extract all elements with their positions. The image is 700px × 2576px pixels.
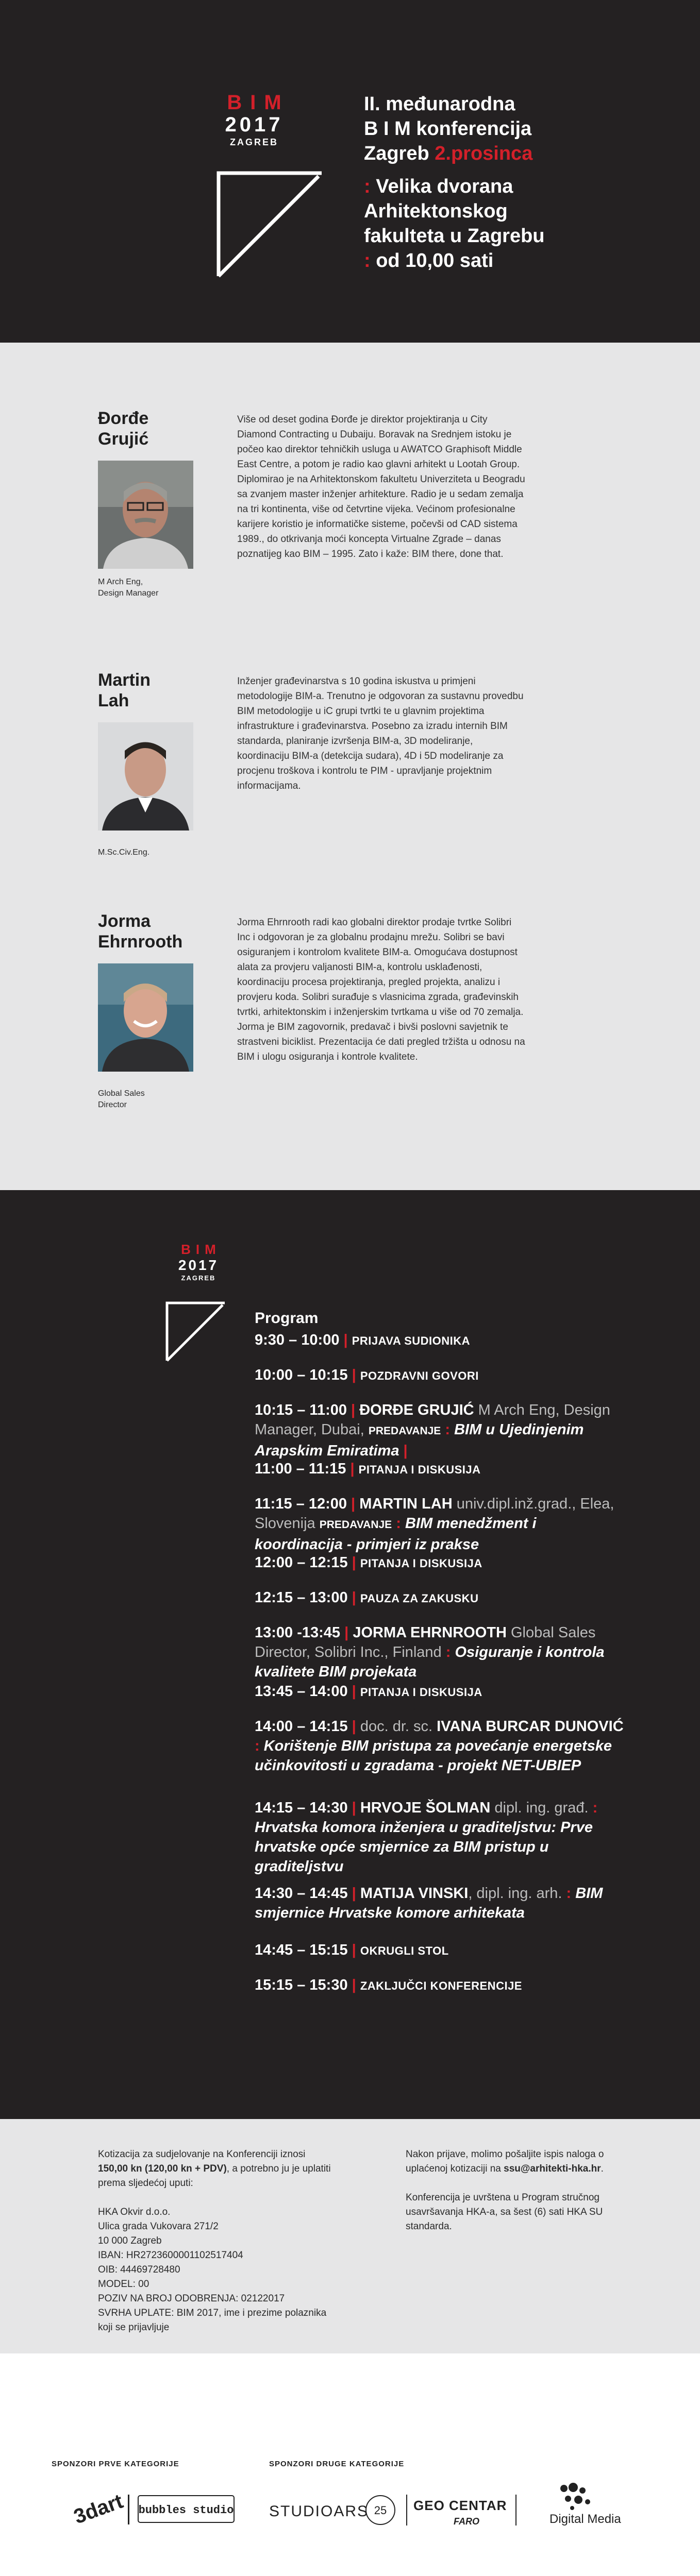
program-item [255, 1623, 626, 1682]
program-speaker: JORMA EHRNROOTH [353, 1624, 507, 1641]
program-label: PRIJAVA SUDIONIKA [352, 1334, 471, 1347]
program-topic: Korištenje BIM pristupa za povećanje energetske učinkovitosti u zgradama - projekt NET-UBIEP [255, 1738, 612, 1774]
speaker-card [98, 911, 613, 1127]
program-speaker: MARTIN LAH [359, 1496, 453, 1512]
speaker-card [98, 670, 613, 866]
program-affiliation: doc. dr. sc. [360, 1718, 433, 1735]
payment-info [98, 2147, 335, 2335]
program-label: PITANJA I DISKUSIJA [360, 1686, 482, 1699]
fee-text [98, 2147, 335, 2191]
sponsor-divider [406, 2495, 407, 2526]
program-topic: Hrvatska komora inženjera u graditeljstvu: Prve hrvatske opće smjernice za BIM pristup u graditeljstvu [255, 1819, 593, 1875]
confirm-email-link[interactable]: ssu@arhitekti-hka.hr [504, 2163, 601, 2174]
program-colon: : [396, 1515, 401, 1532]
event-time-text: od 10,00 sati [370, 250, 494, 272]
speaker-photo [98, 461, 193, 569]
program-time: 9:30 – 10:00 [255, 1332, 340, 1348]
arrow-icon [215, 170, 325, 279]
sponsor-logo-bubbles-studio [137, 2494, 235, 2524]
program-item [255, 1940, 626, 1961]
program-time: 11:15 – 12:00 [255, 1496, 347, 1512]
program-separator: | [352, 1977, 356, 1993]
event-line3 [364, 141, 632, 166]
program-label: PITANJA I DISKUSIJA [360, 1557, 482, 1570]
program-affiliation: univ.dipl.inž.grad., Elea, Slovenija [255, 1496, 614, 1532]
speaker-name [98, 911, 222, 952]
program-time: 10:15 – 11:00 [255, 1402, 347, 1418]
event-line1: II. međunarodna [364, 93, 515, 115]
event-venue1-text: Velika dvorana [370, 176, 513, 197]
program-time: 14:30 – 14:45 [255, 1885, 348, 1902]
payment-line: 10 000 Zagreb [98, 2235, 162, 2246]
logo-year: 2017 [225, 113, 284, 136]
payment-line: OIB: 44469728480 [98, 2264, 180, 2275]
program-speaker: IVANA BURCAR DUNOVIĆ [437, 1718, 624, 1735]
confirm-post: . [601, 2163, 604, 2174]
sponsor-logo-geo-centar: GEO CENTAR [413, 2498, 507, 2513]
event-colon2: : [364, 250, 371, 272]
program-affiliation: , dipl. ing. arh. [468, 1885, 562, 1902]
program-colon: : [255, 1738, 260, 1754]
speaker-role-line2: Design Manager [98, 589, 159, 598]
logo-bim: BIM [181, 1242, 221, 1257]
speaker-photo [98, 722, 193, 831]
sponsor-logo-studioars: STUDIOARS [269, 2503, 369, 2520]
program-topic: BIM smjernice Hrvatske komore arhitekata [255, 1885, 603, 1921]
program-time: 12:00 – 12:15 [255, 1554, 348, 1571]
payment-line: HKA Okvir d.o.o. [98, 2207, 171, 2217]
program-time: 12:15 – 13:00 [255, 1589, 348, 1606]
speaker-role-line2: Director [98, 1100, 127, 1109]
program-separator: | [351, 1402, 356, 1418]
program-time: 14:00 – 14:15 [255, 1718, 348, 1735]
speaker-bio: Jorma Ehrnrooth radi kao globalni direktor prodaje tvrtke Solibri Inc i odgovoran je za globalnu prodajnu mrežu. Solibri se bavi osiguranjem i kontrolom kvalitete BIM-a. Omogućava dostupnost alata za provjeru valjanosti BIM-a, kontrolu usklađenosti, koordinaciju procesa projektiranja, pregled projekta, analizu i provjeru koda. Solibri surađuje s vlasnicima zgrada, građevinskih tvrtki, arhitektonskim i inženjerskim tvrtkama u više od 70 zemalja. Jorma je BIM zagovornik, predavač i bivši poslovni savjetnik te strastveni biciklist. Prezentacija će dati pregled tržišta u odnosu na BIM i ulogu osiguranja i kontrole kvalitete. [237, 917, 525, 1062]
speaker-name-first: Jorma [98, 911, 151, 931]
event-line2: B I M konferencija [364, 118, 532, 140]
program-colon: : [592, 1800, 598, 1816]
program-item [255, 1459, 626, 1480]
confirmation-info [406, 2147, 622, 2248]
program-kind: PREDAVANJE [319, 1519, 392, 1531]
program-separator: | [344, 1624, 349, 1641]
logo-city: ZAGREB [230, 137, 278, 147]
program-item [255, 1365, 626, 1386]
program-time: 14:15 – 14:30 [255, 1800, 348, 1816]
bim-logo [215, 92, 293, 148]
speaker-name-last: Ehrnrooth [98, 932, 183, 952]
fee-amount: 150,00 kn (120,00 kn + PDV) [98, 2163, 227, 2174]
program-separator: | [352, 1800, 356, 1816]
payment-line: POZIV NA BROJ ODOBRENJA: 02122017 [98, 2293, 285, 2304]
sponsor-category-1: SPONZORI PRVE KATEGORIJE [52, 2460, 179, 2468]
event-venue1 [364, 174, 632, 199]
program-colon: : [445, 1644, 451, 1660]
speaker-card [98, 408, 613, 624]
speaker-name [98, 670, 222, 711]
program-label: OKRUGLI STOL [360, 1944, 449, 1957]
program-label: ZAKLJUČCI KONFERENCIJE [360, 1979, 522, 1992]
program-separator: | [352, 1718, 356, 1735]
event-time [364, 248, 632, 273]
sponsor-logo-3dart [71, 2489, 126, 2529]
event-colon1: : [364, 176, 371, 197]
payment-line: IBAN: HR2723600001102517404 [98, 2250, 243, 2261]
program-separator: | [351, 1496, 356, 1512]
program-time: 10:00 – 10:15 [255, 1367, 348, 1383]
program-kind: PREDAVANJE [368, 1425, 441, 1437]
speaker-name [98, 408, 222, 449]
speaker-role [98, 1088, 222, 1111]
fee-pre: Kotizacija za sudjelovanje na Konferenciji iznosi [98, 2149, 306, 2160]
speaker-name-first: Đorđe [98, 409, 149, 428]
program-affiliation: dipl. ing. građ. [490, 1800, 589, 1816]
sponsor-category-2: SPONZORI DRUGE KATEGORIJE [269, 2460, 405, 2468]
program-topic: Osiguranje i kontrola kvalitete BIM projekata [255, 1644, 605, 1680]
program-separator: | [352, 1367, 356, 1383]
program-item [255, 1682, 626, 1702]
program-separator: | [352, 1683, 356, 1700]
speaker-role [98, 577, 222, 599]
digital-media-dots-icon [558, 2482, 594, 2514]
program-item [255, 1798, 626, 1876]
speaker-role-line1: M Arch Eng, [98, 578, 143, 586]
program-label: PITANJA I DISKUSIJA [358, 1463, 481, 1476]
program-speaker: MATIJA VINSKI [360, 1885, 469, 1902]
speaker-bio: Inženjer građevinarstva s 10 godina iskustva u primjeni metodologije BIM-a. Trenutno je odgovoran za sustavnu provedbu BIM metodologije u iC grupi tvrtki te u glavnim projektima infrastrukture i građevinarstva. Posebno za izradu internih BIM standarda, planiranje izvršenja BIM-a, 3D modeliranje, koordinaciju BIM-a (detekcija sudara), 4D i 5D modeliranje za procjenu troškova i kontrolu te PIM - upravljanje projektnim informacijama. [237, 676, 524, 791]
program-time: 13:45 – 14:00 [255, 1683, 348, 1700]
program-separator: | [403, 1443, 408, 1459]
sponsor-divider [128, 2495, 129, 2524]
logo-bim: BIM [227, 91, 290, 114]
confirmation-text [406, 2147, 622, 2176]
program-time: 13:00 -13:45 [255, 1624, 341, 1641]
payment-details [98, 2205, 335, 2335]
confirm-pre: Nakon prijave, molimo pošaljite ispis naloga o uplaćenoj kotizaciji na [406, 2149, 604, 2174]
event-title [364, 92, 632, 273]
program-item [255, 1588, 626, 1608]
program-speaker: ĐORĐE GRUJIĆ [359, 1402, 474, 1418]
program-colon: : [566, 1885, 572, 1902]
program-separator: | [352, 1554, 356, 1571]
program-label: PAUZA ZA ZAKUSKU [360, 1592, 479, 1605]
program-item [255, 1330, 626, 1351]
program-separator: | [350, 1461, 355, 1477]
payment-line: MODEL: 00 [98, 2279, 149, 2290]
program-item [255, 1975, 626, 1996]
program-topic: BIM u Ujedinjenim Arapskim Emiratima [255, 1421, 584, 1459]
arrow-icon [165, 1301, 227, 1363]
program-affiliation: Global Sales Director, Solibri Inc., Finland [255, 1624, 596, 1660]
payment-line: Ulica grada Vukovara 271/2 [98, 2221, 219, 2232]
speaker-name-first: Martin [98, 670, 151, 690]
speaker-photo [98, 963, 193, 1072]
logo-city: ZAGREB [181, 1274, 216, 1282]
credits-text: Konferencija je uvrštena u Program stručnog usavršavanja HKA-a, sa šest (6) sati HKA SU standarda. [406, 2192, 603, 2232]
program-item [255, 1494, 626, 1554]
speaker-role [98, 847, 222, 858]
payment-line: SVRHA UPLATE: BIM 2017, ime i prezime polaznika koji se prijavljuje [98, 2308, 327, 2333]
program-item [255, 1553, 626, 1573]
event-venue2: Arhitektonskog [364, 200, 508, 222]
program-time: 15:15 – 15:30 [255, 1977, 348, 1993]
sponsor-divider [515, 2495, 516, 2526]
sponsor-bubbles-text: bubbles studio [138, 2504, 234, 2517]
event-date: 2.prosinca [435, 143, 533, 164]
sponsor-25-text: 25 [374, 2504, 387, 2517]
speaker-bio: Više od deset godina Đorđe je direktor projektiranja u City Diamond Contracting u Dubaiju. Boravak na Srednjem istoku je počeo kao direktor tehničkih usluga u AWATCO Graphisoft Middle East Centre, a potom je radio kao glavni arhitekt u Lootah Group. Diplomirao je na Arhitektonskom fakultetu Univerziteta u Beogradu sa zvanjem master inženjer arhitekture. Radio je u sedam zemalja na tri kontinenta, više od četvrtine vijeka. Većinom profesionalne karijere koristio je informatičke sisteme, počevši od CAD sistema 1989., do otkrivanja moći koncepta Virtualne Zgrade – danas poznatijeg kao BIM – 1995. Zato i kaže: BIM there, done that. [237, 414, 525, 560]
sponsor-3dart-text: 3dart [71, 2489, 126, 2529]
speaker-role-line1: Global Sales [98, 1089, 145, 1098]
speaker-name-last: Lah [98, 691, 129, 710]
program-label: POZDRAVNI GOVORI [360, 1369, 479, 1382]
program-affiliation: M Arch Eng, Design Manager, Dubai, [255, 1402, 610, 1438]
program-time: 14:45 – 15:15 [255, 1942, 348, 1958]
fee-post: , a potrebno ju je uplatiti prema sljedećoj uputi: [98, 2163, 331, 2189]
program-separator: | [352, 1589, 356, 1606]
program-heading: Program [255, 1310, 319, 1327]
event-venue3: fakulteta u Zagrebu [364, 225, 545, 247]
program-time: 11:00 – 11:15 [255, 1461, 346, 1477]
program-separator: | [352, 1885, 356, 1902]
sponsor-logo-digital-media: Digital Media [549, 2512, 621, 2526]
sponsor-logo-25 [364, 2494, 397, 2529]
bim-logo-small [170, 1242, 227, 1283]
speaker-name-last: Grujić [98, 429, 149, 449]
event-city: Zagreb [364, 143, 435, 164]
program-topic: BIM menedžment i koordinacija - primjeri iz prakse [255, 1515, 537, 1553]
logo-year: 2017 [178, 1257, 219, 1273]
sponsor-logo-faro: FARO [454, 2516, 480, 2527]
program-item [255, 1400, 626, 1461]
program-colon: : [445, 1421, 451, 1438]
program-item [255, 1717, 626, 1775]
program-separator: | [343, 1332, 348, 1348]
program-item [255, 1884, 626, 1923]
program-separator: | [352, 1942, 356, 1958]
speaker-role-line1: M.Sc.Civ.Eng. [98, 848, 150, 857]
program-speaker: HRVOJE ŠOLMAN [360, 1800, 491, 1816]
